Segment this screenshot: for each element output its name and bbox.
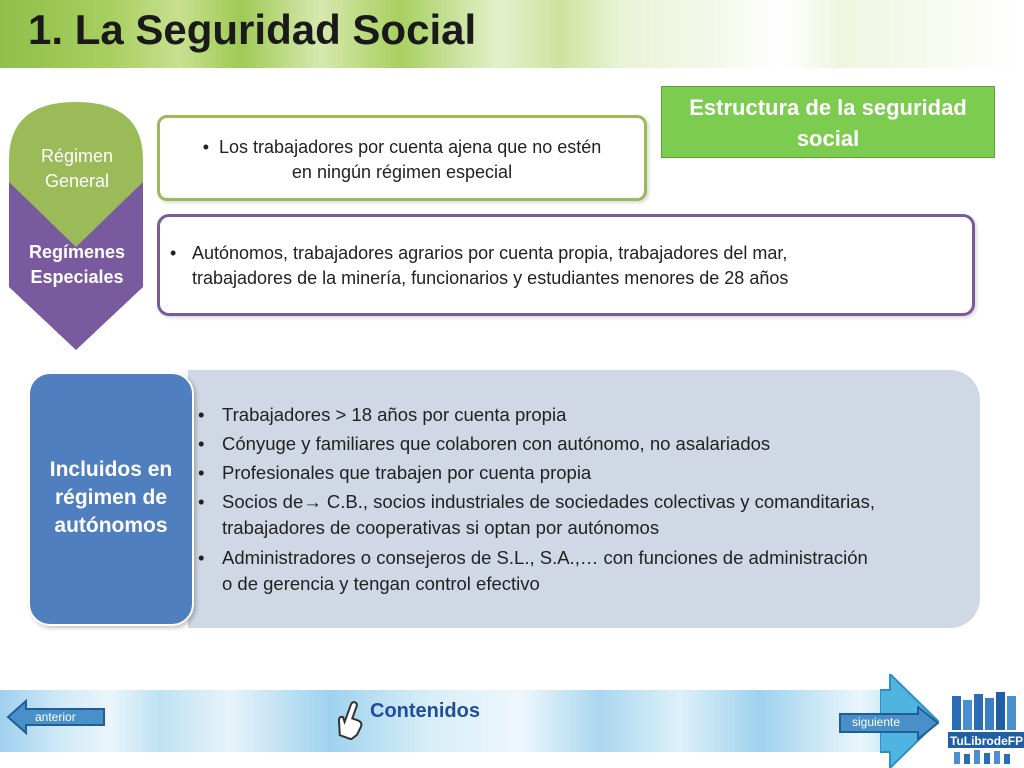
regimenes-especiales-box	[157, 214, 975, 316]
regimen-general-line2: General	[44, 171, 110, 191]
regimen-general-text2: en ningún régimen especial	[291, 162, 513, 182]
logo-text: TuLibrodeFP	[950, 734, 1024, 748]
list-item	[198, 402, 958, 428]
list-item-line2: trabajadores de cooperativas si optan por autónomos	[222, 517, 660, 538]
regimen-chevrons	[9, 102, 149, 352]
bullet: •	[170, 243, 177, 263]
regimen-general-label	[10, 144, 144, 194]
page-title: 1. La Seguridad Social	[28, 6, 477, 53]
bullet: •	[202, 137, 209, 157]
incluidos-list	[198, 402, 958, 600]
incluidos-line1: Incluidos en	[49, 458, 173, 481]
incluidos-line2: régimen de	[54, 486, 168, 509]
especiales-text2: trabajadores de la minería, funcionarios y estudiantes menores de 28 años	[192, 268, 789, 288]
estructura-box	[661, 86, 995, 158]
estructura-line1: Estructura de la seguridad	[689, 95, 967, 120]
hand-pointer-icon[interactable]	[336, 698, 366, 740]
contenidos-link[interactable]: Contenidos	[370, 700, 480, 722]
list-item-text	[222, 489, 875, 541]
especiales-text1: Autónomos, trabajadores agrarios por cuenta propia, trabajadores del mar,	[192, 243, 788, 263]
list-item-text: Trabajadores > 18 años por cuenta propia	[222, 404, 567, 425]
regimenes-especiales-label	[10, 240, 144, 290]
regimen-general-line1: Régimen	[40, 146, 114, 166]
bullet: •	[198, 404, 205, 425]
especiales-bullet-row	[170, 241, 952, 291]
list-item	[198, 431, 958, 457]
bullet: •	[198, 547, 205, 568]
socios-text-b: C.B., socios industriales de sociedades colectivas y comanditarias,	[321, 491, 875, 512]
list-item-line2: o de gerencia y tengan control efectivo	[222, 573, 540, 594]
list-item-line1	[222, 489, 875, 515]
regimen-general-box	[157, 115, 647, 201]
list-item-text	[222, 545, 868, 597]
bullet: •	[198, 462, 205, 483]
especiales-line2: Especiales	[30, 267, 124, 287]
list-item	[198, 460, 958, 486]
incluidos-label	[30, 456, 192, 540]
list-item	[198, 545, 958, 597]
list-item	[198, 489, 958, 541]
bullet: •	[198, 433, 205, 454]
anterior-label[interactable]: anterior	[32, 710, 79, 724]
siguiente-label[interactable]: siguiente	[852, 715, 901, 729]
especiales-text	[192, 241, 788, 291]
list-item-line1: Administradores o consejeros de S.L., S.A.,… con funciones de administración	[222, 547, 868, 568]
especiales-line1: Regímenes	[28, 242, 126, 262]
socios-text: Socios de	[222, 491, 304, 512]
regimen-general-text-line1	[160, 135, 644, 160]
estructura-line2: social	[796, 126, 860, 151]
regimen-general-text1: Los trabajadores por cuenta ajena que no estén	[219, 137, 602, 157]
list-item-text: Profesionales que trabajen por cuenta propia	[222, 462, 592, 483]
tulibrodefp-logo	[948, 690, 1024, 768]
list-item-text: Cónyuge y familiares que colaboren con autónomo, no asalariados	[222, 433, 771, 454]
bullet: •	[198, 491, 205, 512]
incluidos-line3: autónomos	[54, 514, 168, 537]
arrow-right-icon: →	[303, 491, 322, 512]
